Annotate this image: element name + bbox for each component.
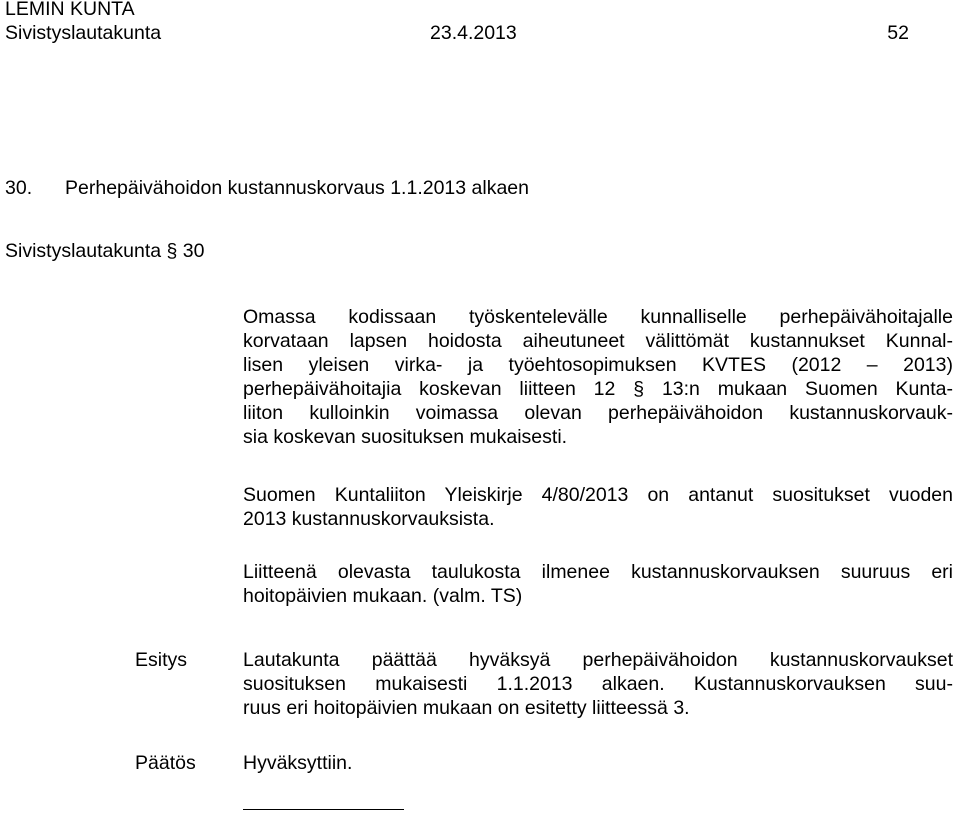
paragraph-circular [243,483,953,531]
paragraph-line: korvataan lapsen hoidosta aiheutuneet välittömät kustannukset Kunnal- [243,330,953,352]
paragraph-line: liiton kulloinkin voimassa olevan perhepäivähoidon kustannuskorvauk- [243,402,953,424]
paragraph-line: hoitopäivien mukaan. (valm. TS) [243,585,523,607]
decision-text [243,751,953,775]
proposal-text [243,648,953,720]
paragraph-line: lisen yleisen virka- ja työehtosopimuksen KVTES (2012 – 2013) [243,354,953,376]
paragraph-line: 2013 kustannuskorvauksista. [243,508,495,530]
paragraph-line: ruus eri hoitopäivien mukaan on esitetty liitteessä 3. [243,697,690,719]
page-number: 52 [887,22,909,44]
paragraph-line: sia koskevan suosituksen mukaisesti. [243,426,568,448]
paragraph-line: Lautakunta päättää hyväksyä perhepäivähoidon kustannuskorvaukset [243,649,953,671]
paragraph-line: perhepäivähoitajia koskevan liitteen 12 § 13:n mukaan Suomen Kunta- [243,378,953,400]
paragraph-line: Suomen Kuntaliiton Yleiskirje 4/80/2013 on antanut suositukset vuoden [243,484,953,506]
paragraph-line: suosituksen mukaisesti 1.1.2013 alkaen. Kustannuskorvauksen suu- [243,673,953,695]
section-number: 30. [5,177,33,199]
paragraph-background [243,305,953,449]
paragraph-line: Hyväksyttiin. [243,752,353,774]
meeting-date: 23.4.2013 [430,22,517,44]
signature-line [243,809,404,810]
paragraph-line: Liitteenä olevasta taulukosta ilmenee kustannuskorvauksen suuruus eri [243,561,953,583]
paragraph-attachment [243,560,953,608]
decision-label: Päätös [135,752,196,774]
section-title: Perhepäivähoidon kustannuskorvaus 1.1.2013 alkaen [65,177,530,199]
section-reference: Sivistyslautakunta § 30 [5,240,205,262]
section-heading [5,176,529,200]
organization-name: LEMIN KUNTA [5,0,135,20]
proposal-label: Esitys [135,649,188,671]
paragraph-line: Omassa kodissaan työskentelevälle kunnalliselle perhepäivähoitajalle [243,306,953,328]
board-name: Sivistyslautakunta [5,22,162,44]
